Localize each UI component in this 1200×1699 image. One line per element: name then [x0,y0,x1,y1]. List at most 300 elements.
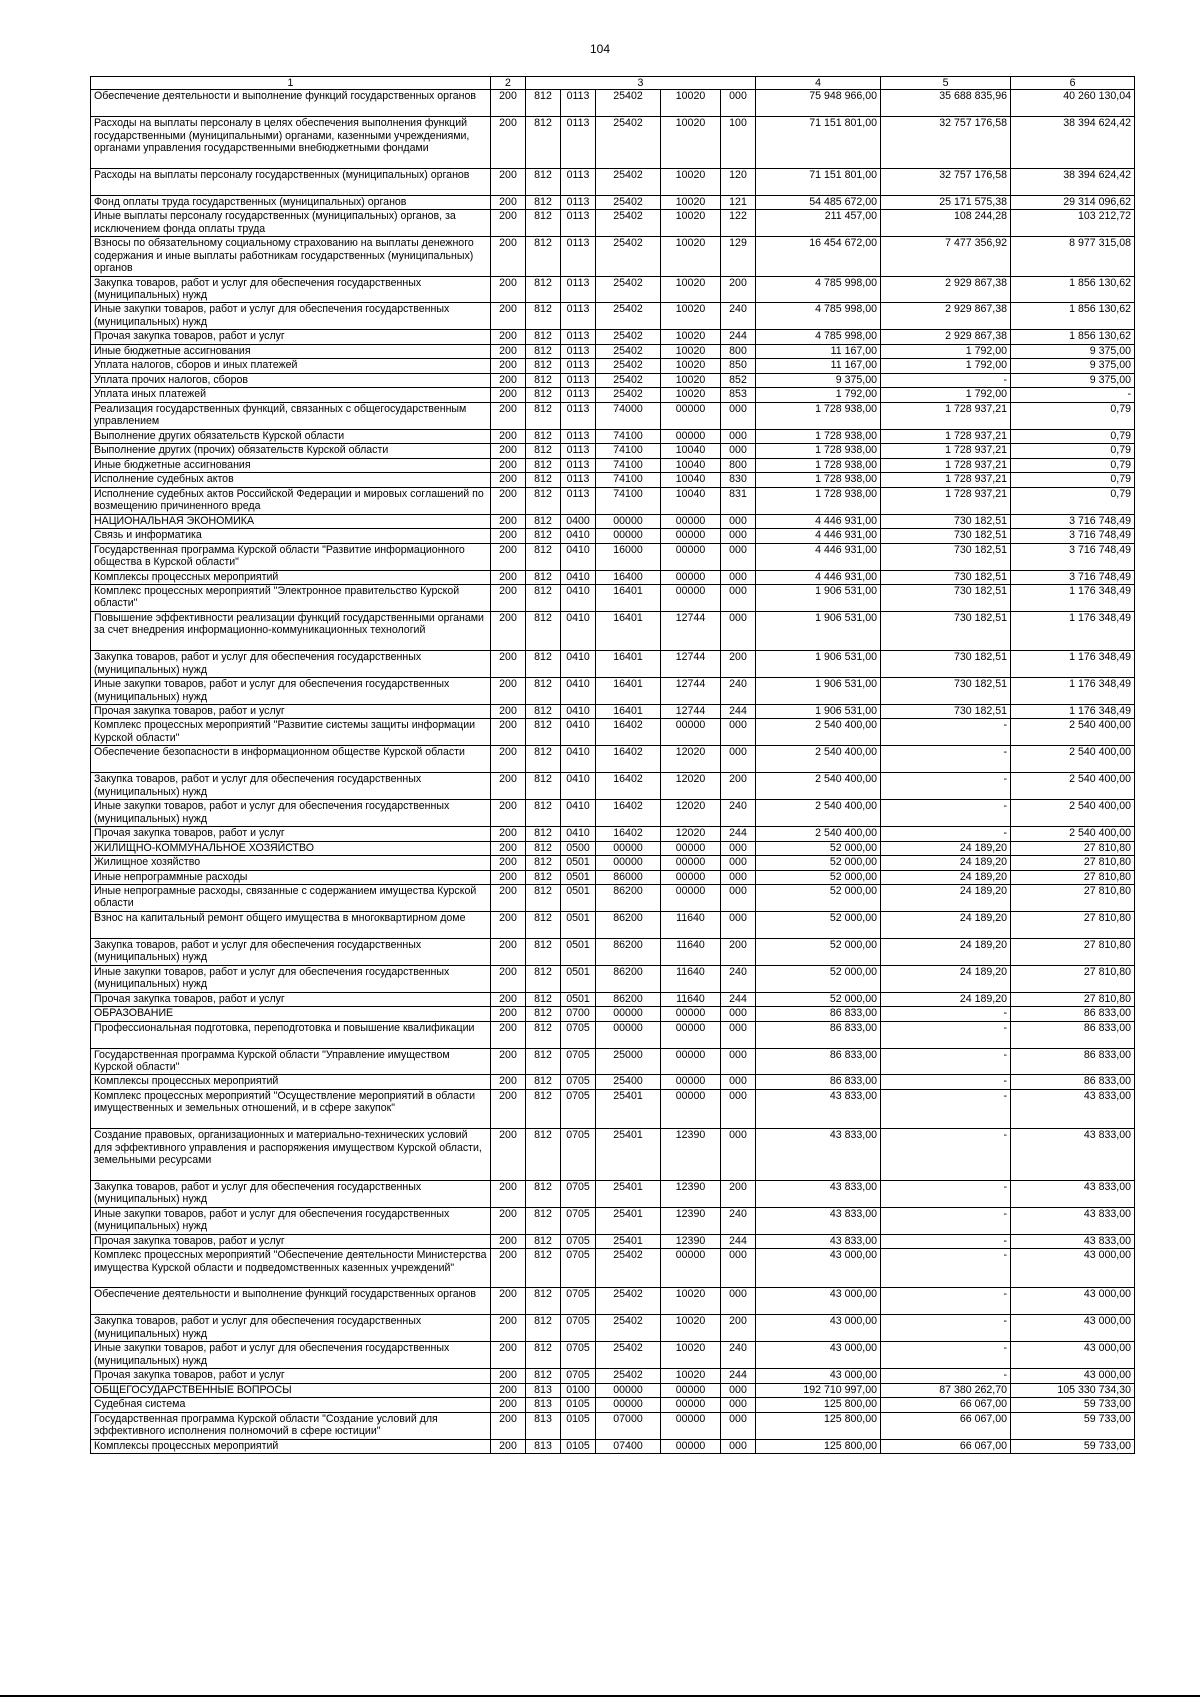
table-row [91,1439,1135,1454]
row-name-cell: Расходы на выплаты персоналу государственных (муниципальных) органов [91,168,491,195]
table-row [91,1048,1135,1075]
row-code-cell: 200 [491,168,526,195]
row-approved-cell: 52 000,00 [756,992,881,1007]
row-name-cell: Выполнение других (прочих) обязательств Курской области [91,444,491,459]
row-executed-cell: 108 244,28 [881,210,1011,237]
row-expense-type-cell: 200 [721,1180,756,1207]
row-remainder-cell: 1 176 348,49 [1011,704,1135,719]
row-ved-cell: 812 [526,237,561,276]
row-name-cell: Судебная система [91,1398,491,1413]
row-program-cell: 86200 [596,938,661,965]
row-ved-cell: 812 [526,195,561,210]
table-row [91,344,1135,359]
row-remainder-cell: 43 833,00 [1011,1234,1135,1249]
row-direction-cell: 10020 [661,237,721,276]
row-section-cell: 0113 [561,429,596,444]
row-direction-cell: 12390 [661,1129,721,1181]
row-section-cell: 0113 [561,458,596,473]
row-approved-cell: 52 000,00 [756,911,881,938]
row-program-cell: 07400 [596,1439,661,1454]
row-executed-cell: 1 728 937,21 [881,402,1011,429]
row-direction-cell: 10020 [661,210,721,237]
row-approved-cell: 52 000,00 [756,965,881,992]
row-ved-cell: 812 [526,429,561,444]
row-approved-cell: 4 446 931,00 [756,570,881,585]
row-remainder-cell: 2 540 400,00 [1011,800,1135,827]
row-program-cell: 25402 [596,1315,661,1342]
row-remainder-cell: 0,79 [1011,429,1135,444]
row-executed-cell: 66 067,00 [881,1439,1011,1454]
row-expense-type-cell: 121 [721,195,756,210]
row-remainder-cell: 2 540 400,00 [1011,773,1135,800]
header-col-4: 4 [756,77,881,90]
row-executed-cell: 32 757 176,58 [881,117,1011,169]
row-ved-cell: 812 [526,303,561,330]
row-expense-type-cell: 000 [721,543,756,570]
row-name-cell: Иные выплаты персоналу государственных (муниципальных) органов, за исключением фонда оплаты труда [91,210,491,237]
row-expense-type-cell: 000 [721,870,756,885]
row-approved-cell: 52 000,00 [756,885,881,912]
row-name-cell: Выполнение других обязательств Курской области [91,429,491,444]
row-ved-cell: 812 [526,388,561,403]
row-program-cell: 25402 [596,330,661,345]
row-program-cell: 00000 [596,1383,661,1398]
row-expense-type-cell: 000 [721,1383,756,1398]
row-remainder-cell: 43 000,00 [1011,1369,1135,1384]
row-code-cell: 200 [491,1342,526,1369]
row-section-cell: 0113 [561,402,596,429]
row-code-cell: 200 [491,938,526,965]
row-ved-cell: 812 [526,678,561,705]
row-remainder-cell: 1 856 130,62 [1011,303,1135,330]
row-executed-cell: 24 189,20 [881,856,1011,871]
row-executed-cell: - [881,1342,1011,1369]
row-remainder-cell: 29 314 096,62 [1011,195,1135,210]
row-remainder-cell: 2 540 400,00 [1011,827,1135,842]
row-code-cell: 200 [491,1021,526,1048]
row-ved-cell: 812 [526,1342,561,1369]
row-direction-cell: 00000 [661,885,721,912]
table-row [91,373,1135,388]
row-remainder-cell: 9 375,00 [1011,344,1135,359]
row-section-cell: 0113 [561,373,596,388]
row-section-cell: 0400 [561,514,596,529]
row-ved-cell: 812 [526,344,561,359]
table-row [91,359,1135,374]
row-code-cell: 200 [491,1180,526,1207]
row-code-cell: 200 [491,1398,526,1413]
row-executed-cell: - [881,1021,1011,1048]
row-expense-type-cell: 000 [721,529,756,544]
row-program-cell: 16401 [596,585,661,612]
row-name-cell: Закупка товаров, работ и услуг для обеспечения государственных (муниципальных) нужд [91,276,491,303]
row-direction-cell: 12744 [661,651,721,678]
row-ved-cell: 812 [526,827,561,842]
row-remainder-cell: 59 733,00 [1011,1398,1135,1413]
row-expense-type-cell: 000 [721,1398,756,1413]
row-section-cell: 0410 [561,529,596,544]
row-remainder-cell: 86 833,00 [1011,1007,1135,1022]
row-approved-cell: 1 728 938,00 [756,458,881,473]
row-approved-cell: 43 833,00 [756,1180,881,1207]
row-ved-cell: 812 [526,885,561,912]
row-section-cell: 0113 [561,303,596,330]
row-direction-cell: 10040 [661,473,721,488]
row-code-cell: 200 [491,746,526,773]
row-name-cell: Закупка товаров, работ и услуг для обеспечения государственных (муниципальных) нужд [91,938,491,965]
row-ved-cell: 812 [526,373,561,388]
row-name-cell: Иные бюджетные ассигнования [91,344,491,359]
row-code-cell: 200 [491,773,526,800]
row-program-cell: 16402 [596,773,661,800]
row-executed-cell: 66 067,00 [881,1412,1011,1439]
row-program-cell: 74000 [596,402,661,429]
row-remainder-cell: 43 000,00 [1011,1249,1135,1288]
row-remainder-cell: 59 733,00 [1011,1439,1135,1454]
row-direction-cell: 10020 [661,344,721,359]
row-name-cell: Обеспечение безопасности в информационном обществе Курской области [91,746,491,773]
row-expense-type-cell: 244 [721,827,756,842]
row-direction-cell: 00000 [661,856,721,871]
row-expense-type-cell: 000 [721,856,756,871]
row-ved-cell: 812 [526,856,561,871]
row-code-cell: 200 [491,1315,526,1342]
row-program-cell: 74100 [596,444,661,459]
row-approved-cell: 4 446 931,00 [756,543,881,570]
row-expense-type-cell: 000 [721,1075,756,1090]
row-expense-type-cell: 830 [721,473,756,488]
table-row [91,1075,1135,1090]
row-expense-type-cell: 000 [721,746,756,773]
row-executed-cell: 66 067,00 [881,1398,1011,1413]
row-direction-cell: 10020 [661,303,721,330]
row-executed-cell: - [881,1075,1011,1090]
row-name-cell: Иные непрограммные расходы [91,870,491,885]
table-row [91,800,1135,827]
row-approved-cell: 1 728 938,00 [756,444,881,459]
row-direction-cell: 10020 [661,90,721,117]
row-direction-cell: 10020 [661,168,721,195]
row-program-cell: 25402 [596,303,661,330]
row-expense-type-cell: 000 [721,1089,756,1128]
row-remainder-cell: 2 540 400,00 [1011,746,1135,773]
row-section-cell: 0705 [561,1234,596,1249]
row-direction-cell: 00000 [661,1089,721,1128]
row-ved-cell: 812 [526,117,561,169]
row-code-cell: 200 [491,841,526,856]
row-expense-type-cell: 000 [721,1048,756,1075]
header-col-5: 5 [881,77,1011,90]
row-section-cell: 0501 [561,992,596,1007]
row-expense-type-cell: 244 [721,1234,756,1249]
row-expense-type-cell: 244 [721,704,756,719]
table-body [91,90,1135,1454]
row-name-cell: Прочая закупка товаров, работ и услуг [91,827,491,842]
table-row [91,1207,1135,1234]
row-remainder-cell: 103 212,72 [1011,210,1135,237]
row-direction-cell: 10020 [661,330,721,345]
table-row [91,827,1135,842]
row-direction-cell: 00000 [661,841,721,856]
row-ved-cell: 812 [526,1021,561,1048]
row-remainder-cell: 27 810,80 [1011,992,1135,1007]
row-approved-cell: 1 906 531,00 [756,585,881,612]
row-remainder-cell: 105 330 734,30 [1011,1383,1135,1398]
row-ved-cell: 812 [526,444,561,459]
row-section-cell: 0113 [561,237,596,276]
row-code-cell: 200 [491,965,526,992]
row-approved-cell: 125 800,00 [756,1398,881,1413]
row-section-cell: 0410 [561,746,596,773]
row-program-cell: 16401 [596,678,661,705]
row-ved-cell: 812 [526,1234,561,1249]
row-approved-cell: 52 000,00 [756,938,881,965]
row-section-cell: 0113 [561,90,596,117]
row-expense-type-cell: 000 [721,1249,756,1288]
row-section-cell: 0410 [561,827,596,842]
row-code-cell: 200 [491,1369,526,1384]
row-remainder-cell: 86 833,00 [1011,1021,1135,1048]
row-direction-cell: 00000 [661,1021,721,1048]
table-row [91,458,1135,473]
row-program-cell: 25402 [596,1369,661,1384]
row-executed-cell: 730 182,51 [881,514,1011,529]
row-name-cell: Иные бюджетные ассигнования [91,458,491,473]
row-executed-cell: 730 182,51 [881,529,1011,544]
row-name-cell: Комплекс процессных мероприятий "Осуществление мероприятий в области имущественных и земельных отношений, и в сфере закупок" [91,1089,491,1128]
table-row [91,773,1135,800]
row-code-cell: 200 [491,800,526,827]
row-expense-type-cell: 200 [721,1315,756,1342]
row-expense-type-cell: 853 [721,388,756,403]
row-approved-cell: 43 000,00 [756,1288,881,1315]
row-code-cell: 200 [491,529,526,544]
row-code-cell: 200 [491,856,526,871]
row-code-cell: 200 [491,1383,526,1398]
row-code-cell: 200 [491,1048,526,1075]
row-remainder-cell: 1 856 130,62 [1011,330,1135,345]
row-approved-cell: 1 906 531,00 [756,704,881,719]
row-section-cell: 0105 [561,1439,596,1454]
header-col-1: 1 [91,77,491,90]
row-direction-cell: 00000 [661,1048,721,1075]
row-section-cell: 0113 [561,330,596,345]
table-row [91,117,1135,169]
row-expense-type-cell: 122 [721,210,756,237]
row-name-cell: Взнос на капитальный ремонт общего имущества в многоквартирном доме [91,911,491,938]
row-program-cell: 25401 [596,1129,661,1181]
row-executed-cell: 730 182,51 [881,651,1011,678]
table-row [91,402,1135,429]
row-ved-cell: 812 [526,704,561,719]
table-row [91,678,1135,705]
row-code-cell: 200 [491,885,526,912]
row-expense-type-cell: 800 [721,458,756,473]
row-expense-type-cell: 244 [721,992,756,1007]
row-code-cell: 200 [491,1234,526,1249]
row-executed-cell: 25 171 575,38 [881,195,1011,210]
table-row [91,303,1135,330]
row-expense-type-cell: 852 [721,373,756,388]
row-ved-cell: 812 [526,719,561,746]
row-approved-cell: 86 833,00 [756,1048,881,1075]
table-row [91,168,1135,195]
row-ved-cell: 812 [526,1007,561,1022]
row-code-cell: 200 [491,611,526,650]
row-remainder-cell: 3 716 748,49 [1011,514,1135,529]
row-executed-cell: - [881,1129,1011,1181]
row-ved-cell: 812 [526,965,561,992]
row-expense-type-cell: 244 [721,330,756,345]
row-remainder-cell: 43 833,00 [1011,1180,1135,1207]
row-approved-cell: 52 000,00 [756,856,881,871]
row-remainder-cell: 43 833,00 [1011,1129,1135,1181]
row-executed-cell: 2 929 867,38 [881,330,1011,345]
row-name-cell: Уплата иных платежей [91,388,491,403]
table-row [91,870,1135,885]
row-remainder-cell: 43 833,00 [1011,1089,1135,1128]
row-remainder-cell: 1 856 130,62 [1011,276,1135,303]
row-expense-type-cell: 240 [721,1207,756,1234]
row-name-cell: Комплекс процессных мероприятий "Обеспечение деятельности Министерства имущества Курской области и подведомственных казенных учреждений" [91,1249,491,1288]
header-col-2: 2 [491,77,526,90]
row-name-cell: Прочая закупка товаров, работ и услуг [91,704,491,719]
row-expense-type-cell: 000 [721,1439,756,1454]
row-section-cell: 0410 [561,543,596,570]
row-expense-type-cell: 200 [721,773,756,800]
row-name-cell: Иные закупки товаров, работ и услуг для обеспечения государственных (муниципальных) нужд [91,800,491,827]
row-direction-cell: 12744 [661,704,721,719]
row-executed-cell: 1 792,00 [881,344,1011,359]
row-expense-type-cell: 850 [721,359,756,374]
row-remainder-cell: 0,79 [1011,402,1135,429]
row-ved-cell: 812 [526,458,561,473]
table-row [91,1249,1135,1288]
row-ved-cell: 812 [526,870,561,885]
row-code-cell: 200 [491,429,526,444]
row-executed-cell: 24 189,20 [881,841,1011,856]
table-row [91,429,1135,444]
row-program-cell: 25402 [596,276,661,303]
row-name-cell: Обеспечение деятельности и выполнение функций государственных органов [91,1288,491,1315]
row-program-cell: 00000 [596,1398,661,1413]
row-code-cell: 200 [491,195,526,210]
row-approved-cell: 43 833,00 [756,1129,881,1181]
row-ved-cell: 812 [526,911,561,938]
row-program-cell: 16401 [596,611,661,650]
row-executed-cell: - [881,1288,1011,1315]
row-ved-cell: 812 [526,514,561,529]
row-executed-cell: - [881,773,1011,800]
row-program-cell: 25401 [596,1089,661,1128]
row-direction-cell: 10020 [661,117,721,169]
row-direction-cell: 12020 [661,800,721,827]
row-executed-cell: 7 477 356,92 [881,237,1011,276]
row-expense-type-cell: 240 [721,965,756,992]
row-code-cell: 200 [491,1007,526,1022]
table-row [91,388,1135,403]
row-remainder-cell: 86 833,00 [1011,1048,1135,1075]
row-program-cell: 16402 [596,827,661,842]
row-section-cell: 0113 [561,473,596,488]
row-expense-type-cell: 200 [721,938,756,965]
row-program-cell: 16000 [596,543,661,570]
row-name-cell: НАЦИОНАЛЬНАЯ ЭКОНОМИКА [91,514,491,529]
row-ved-cell: 812 [526,276,561,303]
row-section-cell: 0705 [561,1249,596,1288]
row-name-cell: Иные непрограмные расходы, связанные с содержанием имущества Курской области [91,885,491,912]
row-ved-cell: 812 [526,1207,561,1234]
row-direction-cell: 00000 [661,719,721,746]
row-section-cell: 0410 [561,570,596,585]
row-executed-cell: 1 728 937,21 [881,473,1011,488]
row-section-cell: 0410 [561,678,596,705]
row-executed-cell: 730 182,51 [881,570,1011,585]
row-executed-cell: 24 189,20 [881,885,1011,912]
row-direction-cell: 00000 [661,529,721,544]
row-approved-cell: 75 948 966,00 [756,90,881,117]
row-approved-cell: 43 833,00 [756,1207,881,1234]
row-ved-cell: 812 [526,746,561,773]
row-approved-cell: 2 540 400,00 [756,719,881,746]
row-approved-cell: 125 800,00 [756,1412,881,1439]
row-remainder-cell: 27 810,80 [1011,911,1135,938]
row-name-cell: Иные закупки товаров, работ и услуг для обеспечения государственных (муниципальных) нужд [91,1207,491,1234]
row-section-cell: 0705 [561,1180,596,1207]
row-ved-cell: 812 [526,168,561,195]
row-ved-cell: 812 [526,529,561,544]
row-approved-cell: 2 540 400,00 [756,746,881,773]
row-section-cell: 0113 [561,210,596,237]
row-expense-type-cell: 000 [721,402,756,429]
table-row [91,651,1135,678]
row-name-cell: Фонд оплаты труда государственных (муниципальных) органов [91,195,491,210]
row-remainder-cell: 9 375,00 [1011,359,1135,374]
row-ved-cell: 812 [526,90,561,117]
row-name-cell: Государственная программа Курской области "Управление имуществом Курской области" [91,1048,491,1075]
row-ved-cell: 812 [526,1048,561,1075]
row-code-cell: 200 [491,402,526,429]
row-expense-type-cell: 000 [721,514,756,529]
budget-table [90,76,1135,1454]
row-executed-cell: 1 728 937,21 [881,458,1011,473]
row-code-cell: 200 [491,237,526,276]
row-section-cell: 0113 [561,195,596,210]
row-direction-cell: 12020 [661,773,721,800]
row-name-cell: Жилищное хозяйство [91,856,491,871]
row-ved-cell: 812 [526,1089,561,1128]
row-ved-cell: 812 [526,1129,561,1181]
row-approved-cell: 2 540 400,00 [756,827,881,842]
row-section-cell: 0501 [561,885,596,912]
row-direction-cell: 10020 [661,373,721,388]
row-name-cell: ОБЩЕГОСУДАРСТВЕННЫЕ ВОПРОСЫ [91,1383,491,1398]
row-direction-cell: 10020 [661,1342,721,1369]
row-expense-type-cell: 244 [721,1369,756,1384]
row-remainder-cell: 43 000,00 [1011,1342,1135,1369]
table-row [91,330,1135,345]
row-expense-type-cell: 000 [721,1412,756,1439]
row-remainder-cell: 1 176 348,49 [1011,651,1135,678]
row-direction-cell: 00000 [661,585,721,612]
row-program-cell: 00000 [596,514,661,529]
table-row [91,992,1135,1007]
row-code-cell: 200 [491,276,526,303]
row-name-cell: Иные закупки товаров, работ и услуг для обеспечения государственных (муниципальных) нужд [91,678,491,705]
row-expense-type-cell: 000 [721,841,756,856]
row-code-cell: 200 [491,1249,526,1288]
row-remainder-cell: 59 733,00 [1011,1412,1135,1439]
